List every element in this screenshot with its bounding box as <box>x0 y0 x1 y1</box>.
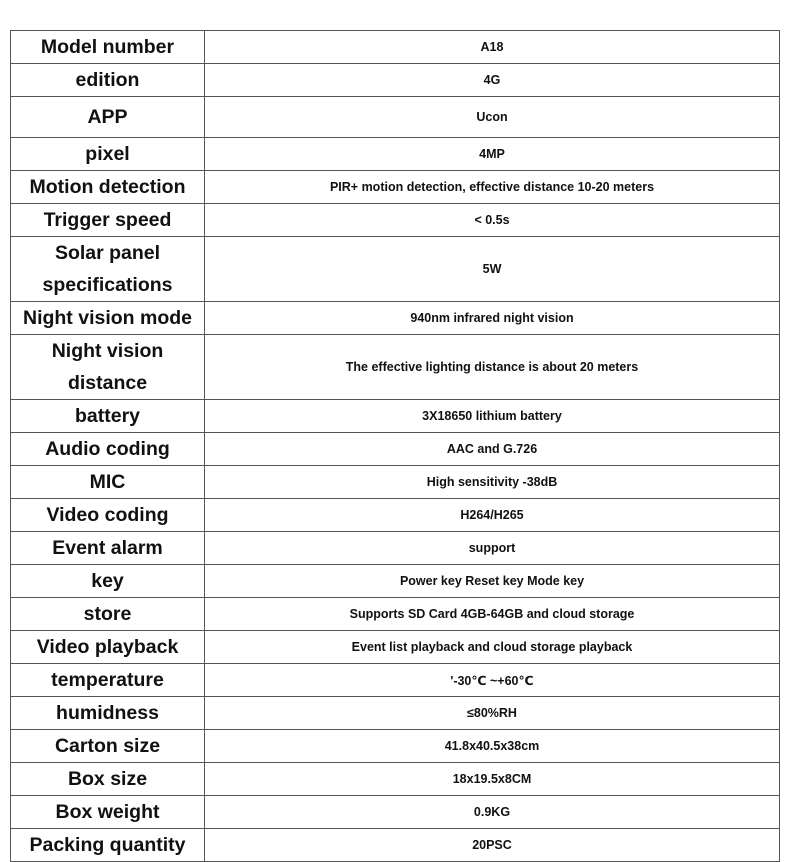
spec-value: '-30℃ ~+60℃ <box>205 664 780 697</box>
spec-value: AAC and G.726 <box>205 433 780 466</box>
spec-value: High sensitivity -38dB <box>205 466 780 499</box>
table-row <box>11 237 780 302</box>
spec-value: 5W <box>205 237 780 302</box>
spec-value: 18x19.5x8CM <box>205 763 780 796</box>
table-row <box>11 829 780 862</box>
spec-key-line: distance <box>67 372 148 394</box>
spec-key: MIC <box>11 466 205 499</box>
spec-table <box>10 30 780 862</box>
table-row <box>11 433 780 466</box>
spec-value: PIR+ motion detection, effective distance 10-20 meters <box>205 171 780 204</box>
spec-key: Event alarm <box>11 532 205 565</box>
table-row <box>11 31 780 64</box>
spec-key: store <box>11 598 205 631</box>
spec-key: Night vision mode <box>11 302 205 335</box>
spec-key-line: specifications <box>42 274 173 296</box>
spec-value: Power key Reset key Mode key <box>205 565 780 598</box>
spec-key <box>11 237 205 302</box>
table-row <box>11 532 780 565</box>
spec-key: Carton size <box>11 730 205 763</box>
spec-value: Ucon <box>205 97 780 138</box>
spec-value: Event list playback and cloud storage playback <box>205 631 780 664</box>
table-row <box>11 763 780 796</box>
spec-key: Video playback <box>11 631 205 664</box>
table-row <box>11 796 780 829</box>
table-row <box>11 499 780 532</box>
spec-value: 20PSC <box>205 829 780 862</box>
spec-key: Trigger speed <box>11 204 205 237</box>
spec-key: edition <box>11 64 205 97</box>
table-row <box>11 335 780 400</box>
spec-value: The effective lighting distance is about 20 meters <box>205 335 780 400</box>
table-row <box>11 697 780 730</box>
table-row <box>11 64 780 97</box>
table-row <box>11 565 780 598</box>
spec-value: < 0.5s <box>205 204 780 237</box>
spec-key: pixel <box>11 138 205 171</box>
spec-key-line: Solar panel <box>54 242 161 264</box>
spec-key: Model number <box>11 31 205 64</box>
table-row <box>11 204 780 237</box>
table-row <box>11 400 780 433</box>
spec-value: 4G <box>205 64 780 97</box>
spec-value: support <box>205 532 780 565</box>
table-row <box>11 302 780 335</box>
table-row <box>11 631 780 664</box>
spec-key: humidness <box>11 697 205 730</box>
table-row <box>11 664 780 697</box>
spec-key: Audio coding <box>11 433 205 466</box>
table-row <box>11 138 780 171</box>
spec-key <box>11 335 205 400</box>
table-row <box>11 171 780 204</box>
spec-value: 940nm infrared night vision <box>205 302 780 335</box>
spec-key: Box weight <box>11 796 205 829</box>
spec-key: battery <box>11 400 205 433</box>
spec-value: 41.8x40.5x38cm <box>205 730 780 763</box>
spec-key: Motion detection <box>11 171 205 204</box>
spec-key: Video coding <box>11 499 205 532</box>
spec-value: 4MP <box>205 138 780 171</box>
spec-key: temperature <box>11 664 205 697</box>
table-row <box>11 97 780 138</box>
spec-value: 3X18650 lithium battery <box>205 400 780 433</box>
table-row <box>11 730 780 763</box>
spec-key: Box size <box>11 763 205 796</box>
table-row <box>11 598 780 631</box>
spec-value: A18 <box>205 31 780 64</box>
spec-value: H264/H265 <box>205 499 780 532</box>
spec-value: ≤80%RH <box>205 697 780 730</box>
spec-key: APP <box>11 97 205 138</box>
spec-key-line: Night vision <box>51 340 164 362</box>
spec-value: Supports SD Card 4GB-64GB and cloud storage <box>205 598 780 631</box>
spec-key: key <box>11 565 205 598</box>
table-row <box>11 466 780 499</box>
spec-key: Packing quantity <box>11 829 205 862</box>
spec-value: 0.9KG <box>205 796 780 829</box>
